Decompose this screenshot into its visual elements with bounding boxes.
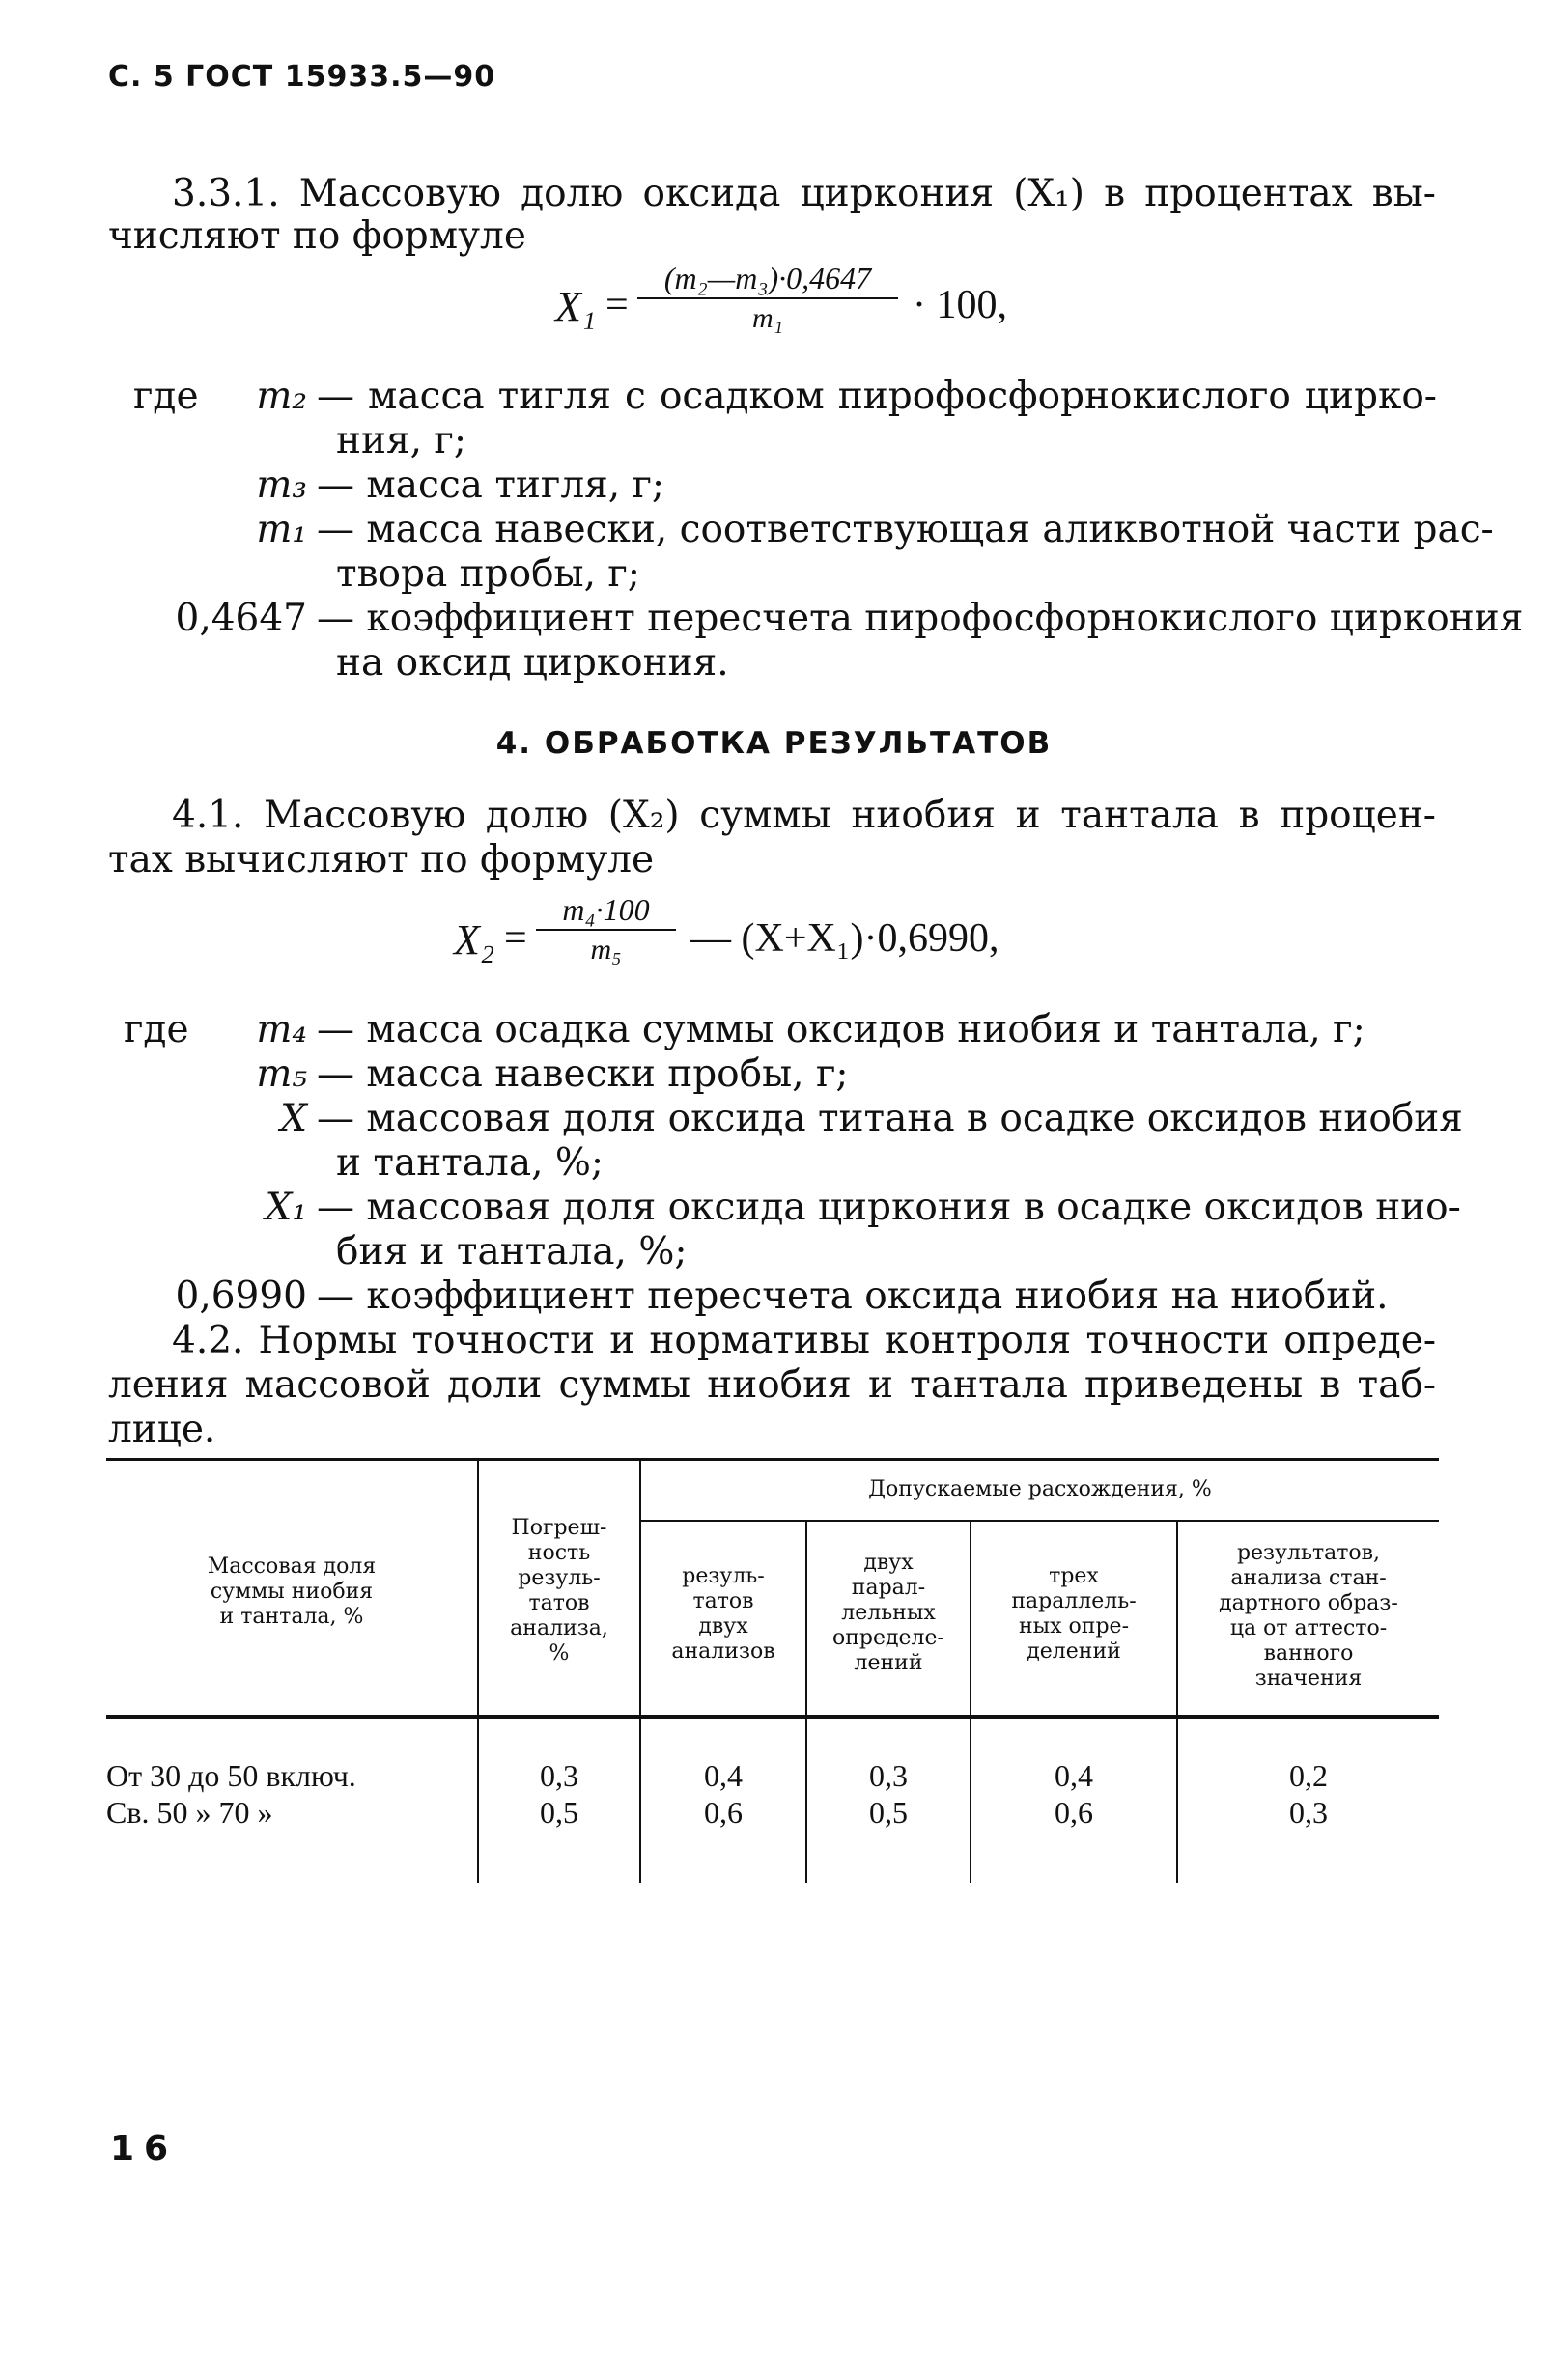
paragraph-4-2-line-2: ления массовой доли суммы ниобия и тантала приведены в таб- [108, 1363, 1436, 1407]
legend-description: — масса осадка суммы оксидов ниобия и тантала, г; [317, 1008, 1365, 1051]
accuracy-table [106, 1458, 1439, 1883]
header-line: лельных [841, 1601, 936, 1625]
table-cell: 0,5 [869, 1795, 908, 1830]
header-line: и тантала, % [219, 1605, 364, 1629]
header-line: ных опре- [1018, 1614, 1130, 1638]
header-line: дартного образ- [1219, 1591, 1398, 1615]
paragraph-4-1-line-2: тах вычисляют по формуле [108, 838, 655, 882]
running-head: С. 5 ГОСТ 15933.5—90 [108, 60, 496, 94]
formula-x1-rhs: · 100, [913, 283, 1007, 327]
formula-x2-numerator: m₄·100 [562, 892, 650, 927]
formula-x2-lhs: X₂ [454, 916, 495, 964]
header-line: значения [1254, 1666, 1363, 1691]
section-heading: 4. ОБРАБОТКА РЕЗУЛЬТАТОВ [495, 726, 1053, 761]
header-line: резуль- [518, 1566, 601, 1590]
table-cell: 0,4 [704, 1758, 743, 1793]
header-line: трех [1049, 1564, 1099, 1588]
table-group-rule [639, 1520, 1439, 1522]
paragraph-4-2-line-1: 4.2. Нормы точности и нормативы контроля точности опреде- [172, 1319, 1436, 1362]
header-line: двух [698, 1614, 748, 1638]
legend-description: — масса тигля, г; [317, 463, 665, 507]
legend-symbol: X [280, 1097, 307, 1140]
table-header-two-parallel [807, 1551, 970, 1676]
legend-description: — масса навески пробы, г; [317, 1052, 849, 1096]
table-row-label: От 30 до 50 включ. [106, 1758, 356, 1793]
table-top-rule [106, 1458, 1439, 1461]
header-line: татов [692, 1589, 754, 1613]
table-header-rule [106, 1715, 1439, 1719]
legend-symbol: m₄ [256, 1008, 307, 1051]
header-line: Погреш- [511, 1516, 607, 1540]
header-line: анализа стан- [1230, 1566, 1387, 1590]
table-cell: 0,2 [1289, 1758, 1328, 1793]
where-label: где [124, 1008, 189, 1051]
legend-symbol: X₁ [265, 1186, 307, 1229]
table-header-standard-sample [1178, 1541, 1439, 1692]
table-cell: 0,6 [704, 1795, 743, 1830]
paragraph-4-2-line-3: лице. [108, 1408, 216, 1451]
header-line: татов [528, 1591, 590, 1615]
legend-description: ния, г; [336, 419, 466, 462]
legend-description: твора пробы, г; [336, 552, 640, 596]
table-cell: 0,3 [540, 1758, 578, 1793]
table-cell: 0,4 [1055, 1758, 1093, 1793]
formula-x2-fraction [536, 890, 676, 969]
legend-description: — коэффициент пересчета пирофосфорнокислого циркония [317, 597, 1524, 640]
formula-x1-numerator: (m₂—m₃)·0,4647 [663, 261, 872, 295]
header-line: резуль- [682, 1564, 765, 1588]
table-header-mass-fraction [106, 1554, 477, 1630]
formula-x1-eq: = [605, 283, 629, 327]
header-line: анализа, [510, 1616, 608, 1640]
table-header-three-parallel [971, 1564, 1176, 1665]
page-number: 16 [110, 2129, 179, 2169]
header-line: ность [527, 1541, 591, 1565]
formula-x1-denominator: m₁ [751, 302, 784, 334]
table-cell: 0,3 [869, 1758, 908, 1793]
header-line: парал- [851, 1576, 926, 1600]
formula-x2-rhs: — (X+X₁)·0,6990, [690, 916, 999, 961]
table-header-error [479, 1516, 639, 1666]
paragraph-3-3-1-line-1: 3.3.1. Массовую долю оксида циркония (X₁) в процентах вы- [172, 172, 1436, 215]
legend-symbol: m₅ [256, 1052, 307, 1096]
header-line: ванного [1263, 1641, 1354, 1666]
header-line: параллель- [1011, 1589, 1137, 1613]
table-cell: 0,6 [1055, 1795, 1093, 1830]
header-line: лений [854, 1651, 923, 1675]
paragraph-3-3-1-line-2: числяют по формуле [108, 214, 526, 258]
legend-description: бия и тантала, %; [336, 1230, 688, 1274]
legend-description: на оксид циркония. [336, 641, 729, 685]
formula-x2-eq: = [504, 916, 527, 961]
table-group-header: Допускаемые расхождения, % [868, 1477, 1212, 1501]
header-line: суммы ниобия [210, 1580, 374, 1604]
legend-symbol: 0,4647 [175, 597, 307, 640]
table-cell: 0,3 [1289, 1795, 1328, 1830]
header-line: двух [863, 1551, 914, 1575]
header-line: результатов, [1236, 1541, 1381, 1565]
formula-x2-denominator: m₅ [590, 934, 622, 966]
legend-description: — масса навески, соответствующая аликвотной части рас- [317, 508, 1494, 551]
formula-x1-lhs: X₁ [555, 283, 597, 330]
header-line: Массовая доля [207, 1554, 377, 1579]
where-label: где [133, 375, 199, 418]
header-line: ца от аттесто- [1229, 1616, 1388, 1640]
legend-symbol: m₁ [256, 508, 307, 551]
legend-description: и тантала, %; [336, 1141, 605, 1185]
legend-symbol: 0,6990 [175, 1274, 307, 1318]
formula-x1-fraction [637, 259, 898, 338]
legend-symbol: m₃ [256, 463, 307, 507]
header-line: определе- [831, 1626, 944, 1650]
header-line: % [549, 1641, 570, 1666]
header-line: делений [1027, 1639, 1121, 1664]
legend-symbol: m₂ [256, 375, 307, 418]
header-line: анализов [671, 1639, 775, 1664]
legend-description: — коэффициент пересчета оксида ниобия на ниобий. [317, 1274, 1389, 1318]
legend-description: — массовая доля оксида циркония в осадке оксидов нио- [317, 1186, 1461, 1229]
legend-description: — масса тигля с осадком пирофосфорнокислого цирко- [317, 375, 1437, 418]
table-cell: 0,5 [540, 1795, 578, 1830]
table-row-label: Св. 50 » 70 » [106, 1795, 273, 1830]
paragraph-4-1-line-1: 4.1. Массовую долю (X₂) суммы ниобия и тантала в процен- [172, 794, 1436, 837]
legend-description: — массовая доля оксида титана в осадке оксидов ниобия [317, 1097, 1463, 1140]
table-header-two-results [641, 1564, 805, 1665]
